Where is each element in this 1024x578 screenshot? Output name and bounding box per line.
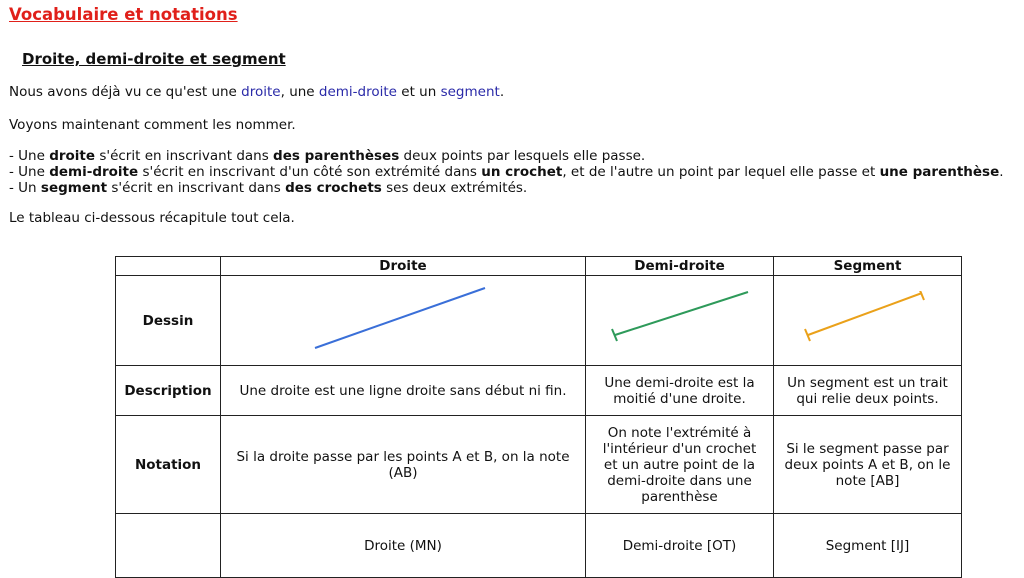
cell-description-demi-droite: Une demi-droite est la moitié d'une droite.: [586, 366, 774, 416]
cell-example-droite: Droite (MN): [221, 514, 586, 578]
recap-table: [115, 256, 962, 578]
header-segment: Segment: [774, 257, 962, 276]
paragraph: Le tableau ci-dessous récapitule tout cela.: [9, 210, 295, 226]
header-demi-droite: Demi-droite: [586, 257, 774, 276]
table-header-row: [116, 257, 962, 276]
cell-example-demi-droite: Demi-droite [OT): [586, 514, 774, 578]
row-label-notation: Notation: [116, 416, 221, 514]
row-label-dessin: Dessin: [116, 276, 221, 366]
intro-sep: , une: [280, 84, 319, 100]
table-row-description: [116, 366, 962, 416]
row-label-description: Description: [116, 366, 221, 416]
cell-notation-segment: Si le segment passe par deux points A et B, on le note [AB]: [774, 416, 962, 514]
table-row-notation: [116, 416, 962, 514]
segment-bracket-end: [919, 291, 924, 300]
drawing-segment: [774, 276, 962, 366]
cell-description-droite: Une droite est une ligne droite sans début ni fin.: [221, 366, 586, 416]
cell-notation-droite: Si la droite passe par les points A et B, on la note (AB): [221, 416, 586, 514]
cell-example-segment: Segment [IJ]: [774, 514, 962, 578]
header-droite: Droite: [221, 257, 586, 276]
link-droite[interactable]: droite: [241, 84, 281, 100]
demi-droite-line: [615, 292, 748, 335]
drawing-droite: [221, 276, 586, 366]
link-segment[interactable]: segment: [440, 84, 500, 100]
intro-end: .: [499, 84, 505, 100]
intro-sep: et un: [397, 84, 441, 100]
page-title: Vocabulaire et notations: [9, 5, 238, 24]
intro-text: Nous avons déjà vu ce qu'est une: [9, 84, 242, 100]
intro-paragraph: [9, 84, 504, 100]
rules-list: [9, 148, 1004, 196]
paragraph: Voyons maintenant comment les nommer.: [9, 117, 296, 133]
cell-description-segment: Un segment est un trait qui relie deux points.: [774, 366, 962, 416]
segment-line: [808, 293, 922, 335]
rule-segment: - Un segment s'écrit en inscrivant dans des crochets ses deux extrémités.: [9, 180, 528, 196]
link-demi-droite[interactable]: demi-droite: [318, 84, 397, 100]
drawing-demi-droite: [586, 276, 774, 366]
rule-demi-droite: - Une demi-droite s'écrit en inscrivant d'un côté son extrémité dans un crochet, et de l'autre un point par lequel elle passe et une parenthèse.: [9, 164, 1004, 180]
rule-droite: - Une droite s'écrit en inscrivant dans des parenthèses deux points par lesquels elle passe.: [9, 148, 646, 164]
droite-line: [315, 288, 485, 348]
table-row-dessin: [116, 276, 962, 366]
cell-notation-demi-droite: On note l'extrémité à l'intérieur d'un crochet et un autre point de la demi-droite dans une parenthèse: [586, 416, 774, 514]
header-empty: [116, 257, 221, 276]
section-title: Droite, demi-droite et segment: [22, 50, 286, 68]
